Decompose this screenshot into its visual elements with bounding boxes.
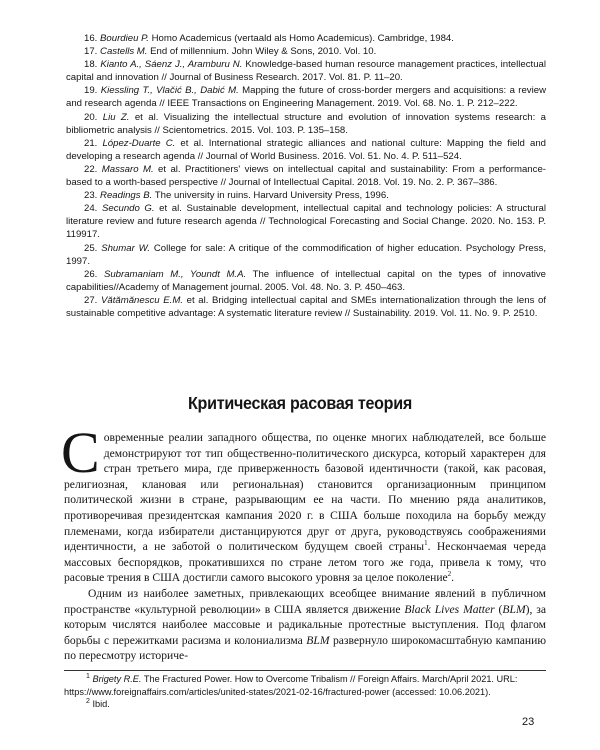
reference-number: 22. [84, 163, 98, 175]
section-heading: Критическая расовая теория [188, 393, 412, 413]
reference-author: Castells M. [100, 46, 148, 58]
reference-item [66, 242, 546, 268]
reference-author: Kianto A., Sáenz J., Aramburu N. [100, 59, 243, 71]
reference-item [66, 58, 546, 84]
paragraph-2-em-1: Black Lives Matter [404, 602, 495, 616]
page-number: 23 [522, 716, 535, 728]
reference-text: et al. Bridging intellectual capital and SMEs internationalization through the lens of sustainable competitive advantage: A systematic literature review // Sustainability. 2019. Vol. 11. No. 9. P. 2510. [66, 294, 546, 319]
paragraph-2-text-a: Одним из наиболее заметных, привлекающих всеобщее внимание явлений в публичном пространстве «культурной революции» в США является движение [64, 586, 546, 616]
reference-text: College for sale: A critique of the commodification of higher education. Psychology Press, 1997. [66, 242, 546, 267]
reference-author: Secundo G. [101, 203, 155, 215]
reference-item [66, 32, 546, 45]
reference-number: 18. [84, 59, 98, 71]
paragraph-2-em-2: BLM [502, 602, 526, 616]
paragraph-2 [64, 586, 546, 664]
reference-author: Vătămănescu E.M. [100, 294, 183, 306]
reference-text: The influence of intellectual capital on the types of innovative capabilities//Academy of Management journal. 2005. Vol. 48. No. 3. P. 450–463. [66, 268, 546, 293]
footnote-ref-1[interactable]: 1 [424, 539, 428, 548]
reference-item [66, 163, 546, 189]
reference-author: Bourdieu P. [100, 33, 149, 44]
paragraph-2-text-c: ), за которым числятся наиболее массовые и радикальные протестные выступления. Под флагом борьбы с пережитками расизма и колониализма [64, 602, 546, 647]
reference-number: 23. [84, 190, 98, 202]
reference-number: 25. [84, 242, 98, 254]
footnote-author: Brigety R.E. [92, 674, 142, 684]
reference-author: Readings B. [100, 190, 153, 202]
footnote-divider [64, 670, 546, 671]
reference-number: 19. [84, 85, 98, 97]
reference-number: 27. [84, 294, 98, 306]
reference-author: Shumar W. [101, 242, 150, 254]
paragraph-2-em-3: BLM [306, 633, 330, 647]
reference-item [66, 294, 546, 320]
footnote-text: Ibid. [92, 699, 110, 710]
reference-list [66, 32, 546, 320]
reference-text: End of millennium. John Wiley & Sons, 2010. Vol. 10. [147, 46, 377, 58]
reference-number: 20. [84, 111, 98, 123]
footnotes [64, 673, 546, 711]
reference-text: Knowledge-based human resource management practices, intellectual capital and innovation // Journal of Business Research. 2017. Vol. 81. P. 11–20. [66, 59, 546, 84]
drop-cap: С [61, 420, 100, 485]
footnote-number: 1 [86, 672, 90, 680]
reference-author: Massaro M. [101, 163, 154, 175]
reference-item [66, 45, 546, 58]
reference-number: 16. [84, 33, 98, 44]
footnote-item [64, 673, 546, 698]
footnote-text: The Fractured Power. How to Overcome Tribalism // Foreign Affairs. March/April 2021. URL: https://www.foreignaffairs.com/articles/united-states/2021-02-16/fractured-power (accessed: 10.06.2021). [64, 674, 518, 697]
reference-text: et al. Practitioners' views on intellectual capital and sustainability: From a performance-based to a worth-based perspective // Journal of Intellectual Capital. 2018. Vol. 19. No. 2. P. 367–386. [66, 163, 546, 189]
reference-text: et al. Visualizing the intellectual structure and evolution of innovation systems research: a bibliometric analysis // Scientometrics. 2015. Vol. 103. P. 135–158. [66, 111, 546, 136]
paragraph-2-text-d: развернуло широкомасштабную кампанию по пересмотру историче- [64, 633, 546, 663]
footnote-number: 2 [86, 698, 90, 706]
paragraph-1 [61, 420, 546, 586]
reference-author: Liu Z. [102, 111, 130, 123]
article-body [61, 420, 546, 664]
reference-number: 17. [84, 46, 98, 58]
reference-author: López-Duarte C. [102, 137, 176, 149]
reference-text: Mapping the future of cross-border mergers and acquisitions: a review and research agenda // IEEE Transactions on Engineering Management. 2019. Vol. 68. No. 1. P. 212–222. [66, 85, 546, 110]
paragraph-1-text-b: . Нескончаемая череда массовых беспорядков, прокатившихся по стране летом того же года, привела к тому, что расовые трения в США достигли самого высокого уровня за целое поколение [64, 540, 546, 585]
reference-item [66, 268, 546, 294]
paragraph-2-text-b: ( [494, 602, 503, 616]
footnote-item [64, 698, 546, 711]
reference-text: The university in ruins. Harvard University Press, 1996. [152, 190, 389, 202]
reference-author: Subramaniam M., Youndt M.A. [103, 268, 247, 280]
reference-item [66, 189, 546, 202]
reference-item [66, 137, 546, 163]
reference-number: 21. [84, 137, 98, 149]
reference-number: 26. [84, 268, 98, 280]
reference-number: 24. [84, 203, 98, 215]
reference-text: et al. International strategic alliances and national culture: Mapping the field and developing a research agenda // Journal of World Business. 2016. Vol. 51. No. 4. P. 511–524. [66, 137, 547, 162]
reference-item [66, 84, 546, 110]
reference-text: Homo Academicus (vertaald als Homo Academicus). Cambridge, 1984. [148, 33, 454, 44]
reference-text: et al. Sustainable development, intellectual capital and technology policies: A structural literature review and future research agenda // Technological Forecasting and Social Change. 2020. No. 153. P. 119917. [66, 203, 546, 241]
reference-item [66, 202, 546, 241]
reference-item [66, 111, 546, 137]
paragraph-1-text-a: овременные реалии западного общества, по оценке многих наблюдателей, все больше демонстрируют тот тип общественно-политического дискурса, который характерен для стран третьего мира, где приверженность базовой идентичности (такой, как расовая, религиозная, клановая или региональная) становится организационным принципом политической жизни в стране, разрывающим ее на части. По мнению ряда аналитиков, противоречивая президентская кампания 2020 г. в США больше походила на борьбу между племенами, когда избиратели дистанцируются друг от друга, руководствуясь соображениями идентичности, а не заботой о политическом будущем своей страны [64, 431, 546, 554]
footnote-ref-2[interactable]: 2 [447, 570, 452, 579]
reference-author: Kiessling T., Vlačić B., Dabić M. [100, 85, 239, 97]
paragraph-1-text-c: . [451, 571, 455, 585]
